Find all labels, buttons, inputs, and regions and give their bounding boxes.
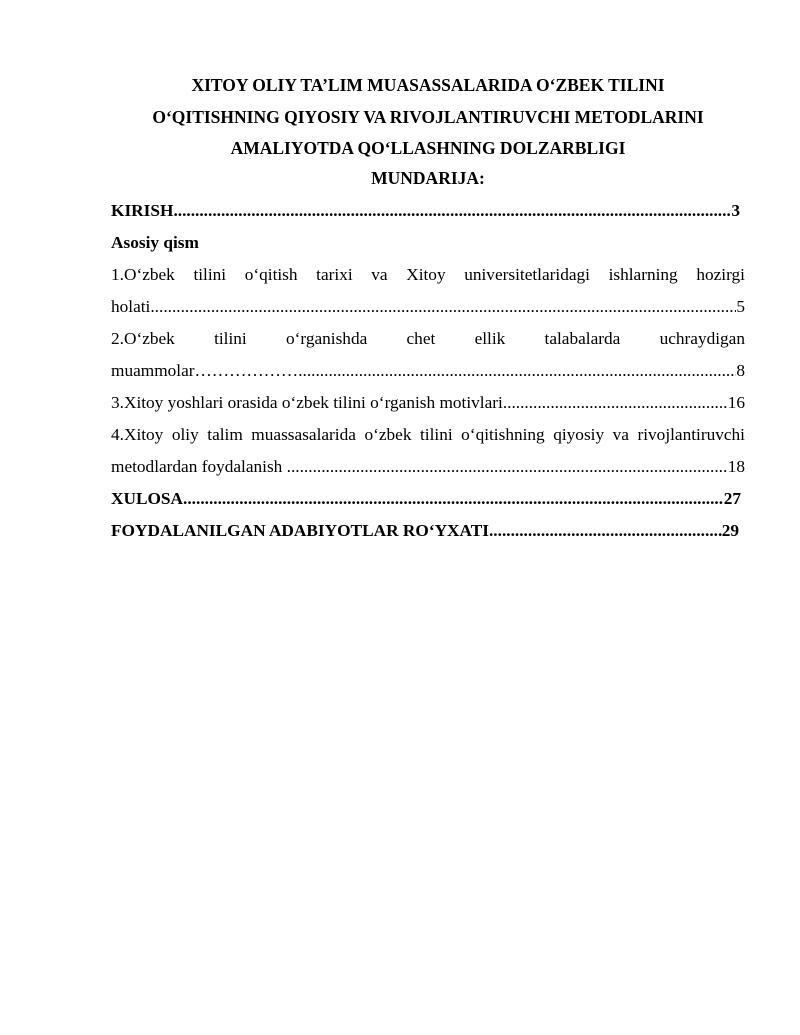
- toc-entry-label: muammolar………………: [111, 360, 299, 380]
- toc-word: va: [371, 264, 388, 284]
- toc-entry-label: holati: [111, 296, 151, 316]
- toc-word: 1.O‘zbek: [111, 264, 175, 284]
- toc-section-main: Asosiy qism: [111, 232, 199, 252]
- table-of-contents: [111, 195, 745, 547]
- toc-entry-line: [111, 291, 745, 323]
- toc-entry-line: [111, 451, 745, 483]
- title-line: XITOY OLIY TA’LIM MUASASSALARIDA O‘ZBEK TILINI: [191, 75, 665, 95]
- toc-word: chet: [406, 328, 436, 348]
- toc-word: uchraydigan: [659, 328, 745, 348]
- toc-entry-line: [111, 259, 745, 291]
- document-title: [111, 70, 745, 165]
- toc-entry-1: [111, 259, 745, 323]
- toc-entry-line: [111, 323, 745, 355]
- toc-page-number: 27: [723, 488, 741, 508]
- toc-word: o‘rganishda: [285, 328, 368, 348]
- toc-word: o‘qitish: [244, 264, 298, 284]
- toc-page-number: 29: [721, 520, 739, 540]
- toc-word: ishlarning: [608, 264, 678, 284]
- toc-page-number: 8: [736, 360, 745, 380]
- toc-entry-2: [111, 323, 745, 387]
- toc-entry-label: 3.Xitoy yoshlari orasida o‘zbek tilini o‘rganish motivlari: [111, 392, 503, 412]
- toc-word: Xitoy: [406, 264, 446, 284]
- toc-entry-label: XULOSA: [111, 488, 184, 508]
- toc-page-number: 16: [727, 392, 745, 412]
- toc-heading: MUNDARIJA:: [371, 167, 485, 188]
- toc-leader-dots: [150, 291, 736, 323]
- toc-entry-3: [111, 387, 745, 419]
- toc-entry-label: KIRISH: [111, 200, 174, 220]
- toc-entry-intro: [111, 195, 740, 227]
- toc-leader-dots: [489, 515, 722, 547]
- toc-page-number: 3: [731, 200, 740, 220]
- title-line: AMALIYOTDA QO‘LLASHNING DOLZARBLIGI: [230, 138, 626, 158]
- toc-leader-dots: [183, 483, 724, 515]
- toc-entry-4: [111, 419, 745, 483]
- toc-entry-line: [111, 355, 745, 387]
- toc-leader-dots: [298, 355, 736, 387]
- toc-entry-label: metodlardan foydalanish: [111, 456, 287, 476]
- toc-word: tilini: [214, 328, 247, 348]
- toc-word: tilini: [193, 264, 227, 284]
- toc-entry-references: [111, 515, 739, 547]
- toc-word: hozirgi: [696, 264, 745, 284]
- toc-word: tarixi: [316, 264, 353, 284]
- title-line: O‘QITISHNING QIYOSIY VA RIVOJLANTIRUVCHI METODLARINI: [152, 106, 704, 127]
- toc-entry-line: 4.Xitoy oliy talim muassasalarida o‘zbek tilini o‘qitishning qiyosiy va rivojlantiruvchi: [111, 424, 745, 444]
- toc-word: 2.O‘zbek: [111, 328, 175, 348]
- document-page: [111, 70, 745, 547]
- toc-leader-dots: [287, 451, 728, 483]
- toc-entry-conclusion: [111, 483, 741, 515]
- toc-word: ellik: [474, 328, 506, 348]
- toc-leader-dots: [173, 195, 731, 227]
- toc-word: talabalarda: [544, 328, 621, 348]
- toc-leader-dots: [503, 387, 728, 419]
- toc-page-number: 18: [727, 456, 745, 476]
- toc-page-number: 5: [736, 296, 745, 316]
- toc-word: universitetlaridagi: [464, 264, 590, 284]
- toc-entry-label: FOYDALANILGAN ADABIYOTLAR RO‘YXATI: [111, 520, 489, 540]
